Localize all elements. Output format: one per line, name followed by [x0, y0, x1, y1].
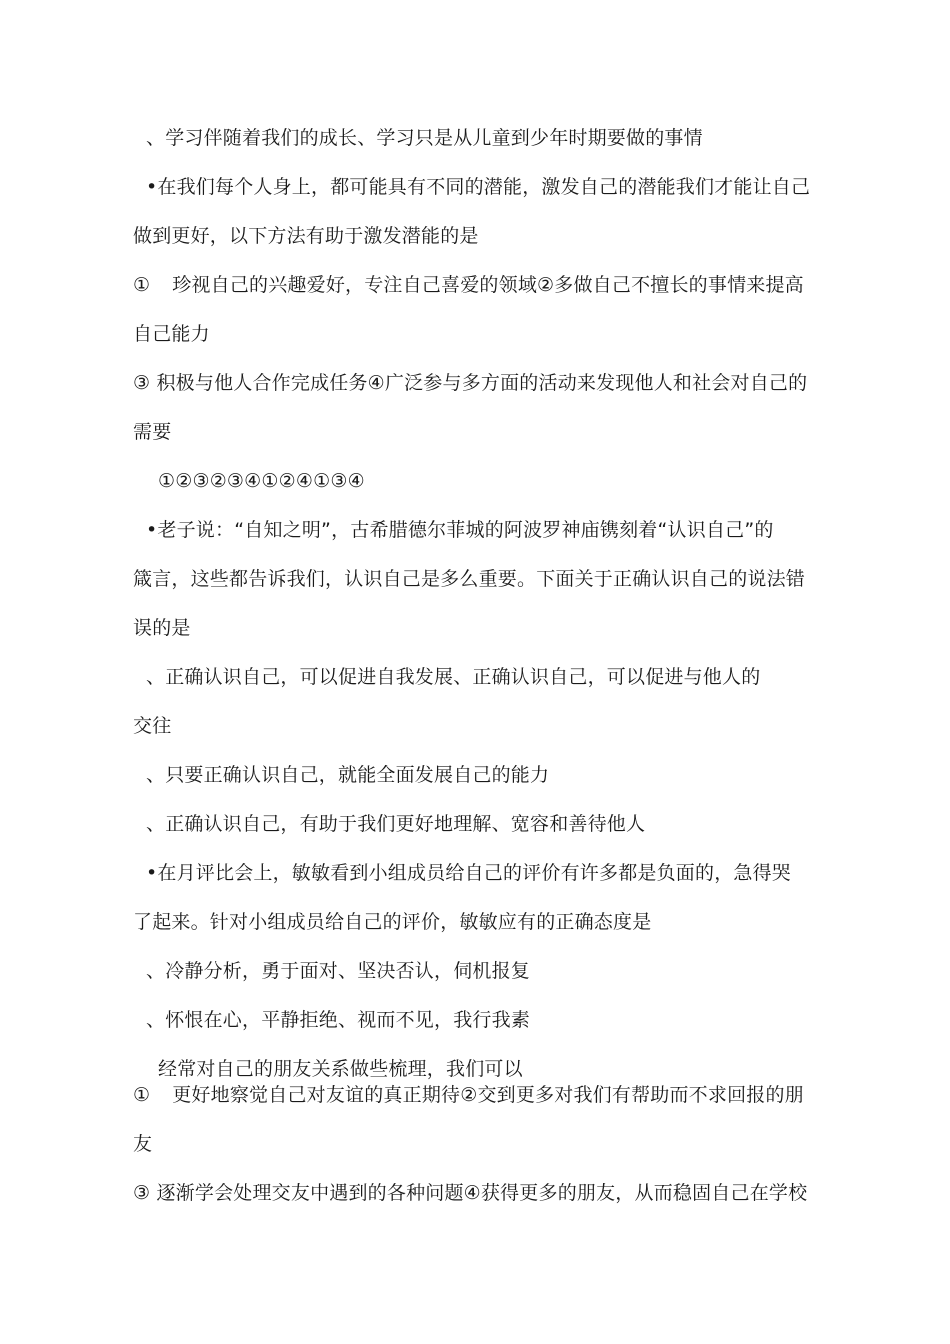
text-line: 了起来。针对小组成员给自己的评价，敏敏应有的正确态度是 — [133, 911, 652, 933]
circled-number: ① — [133, 1084, 151, 1106]
text-line: 需要 — [133, 421, 172, 443]
answer-choices: ①②③②③④①②④①③④ — [158, 470, 365, 492]
option-line — [133, 1083, 804, 1107]
circled-number: ① — [133, 274, 151, 296]
option-text: 更好地察觉自己对友谊的真正期待②交到更多对我们有帮助而不求回报的朋 — [172, 1084, 804, 1106]
question-stem: •在月评比会上，敏敏看到小组成员给自己的评价有许多都是负面的，急得哭 — [146, 862, 792, 884]
text-line: 箴言，这些都告诉我们，认识自己是多么重要。下面关于正确认识自己的说法错 — [133, 568, 806, 590]
option-line: ③ 积极与他人合作完成任务④广泛参与多方面的活动来发现他人和社会对自己的 — [133, 372, 808, 394]
option-line: 、只要正确认识自己，就能全面发展自己的能力 — [146, 764, 550, 786]
option-line: ③ 逐渐学会处理交友中遇到的各种问题④获得更多的朋友，从而稳固自己在学校 — [133, 1182, 808, 1204]
text-line: 、学习伴随着我们的成长、学习只是从儿童到少年时期要做的事情 — [146, 127, 703, 149]
option-text: 珍视自己的兴趣爱好，专注自己喜爱的领域②多做自己不擅长的事情来提高 — [172, 274, 804, 296]
option-line — [133, 273, 804, 297]
option-line: 、正确认识自己，可以促进自我发展、正确认识自己，可以促进与他人的 — [146, 666, 761, 688]
question-stem: •老子说：“自知之明”，古希腊德尔菲城的阿波罗神庙镌刻着“认识自己”的 — [146, 519, 774, 541]
text-line: 做到更好，以下方法有助于激发潜能的是 — [133, 225, 479, 247]
text-line: 交往 — [133, 715, 172, 737]
question-stem: 经常对自己的朋友关系做些梳理，我们可以 — [158, 1058, 523, 1080]
option-line: 、怀恨在心，平静拒绝、视而不见，我行我素 — [146, 1009, 531, 1031]
text-line: 误的是 — [133, 617, 191, 639]
text-line: 友 — [133, 1133, 153, 1155]
option-line: 、冷静分析，勇于面对、坚决否认，伺机报复 — [146, 960, 531, 982]
question-stem: •在我们每个人身上，都可能具有不同的潜能，激发自己的潜能我们才能让自己 — [146, 176, 811, 198]
option-line: 、正确认识自己，有助于我们更好地理解、宽容和善待他人 — [146, 813, 646, 835]
text-line: 自己能力 — [133, 323, 210, 345]
